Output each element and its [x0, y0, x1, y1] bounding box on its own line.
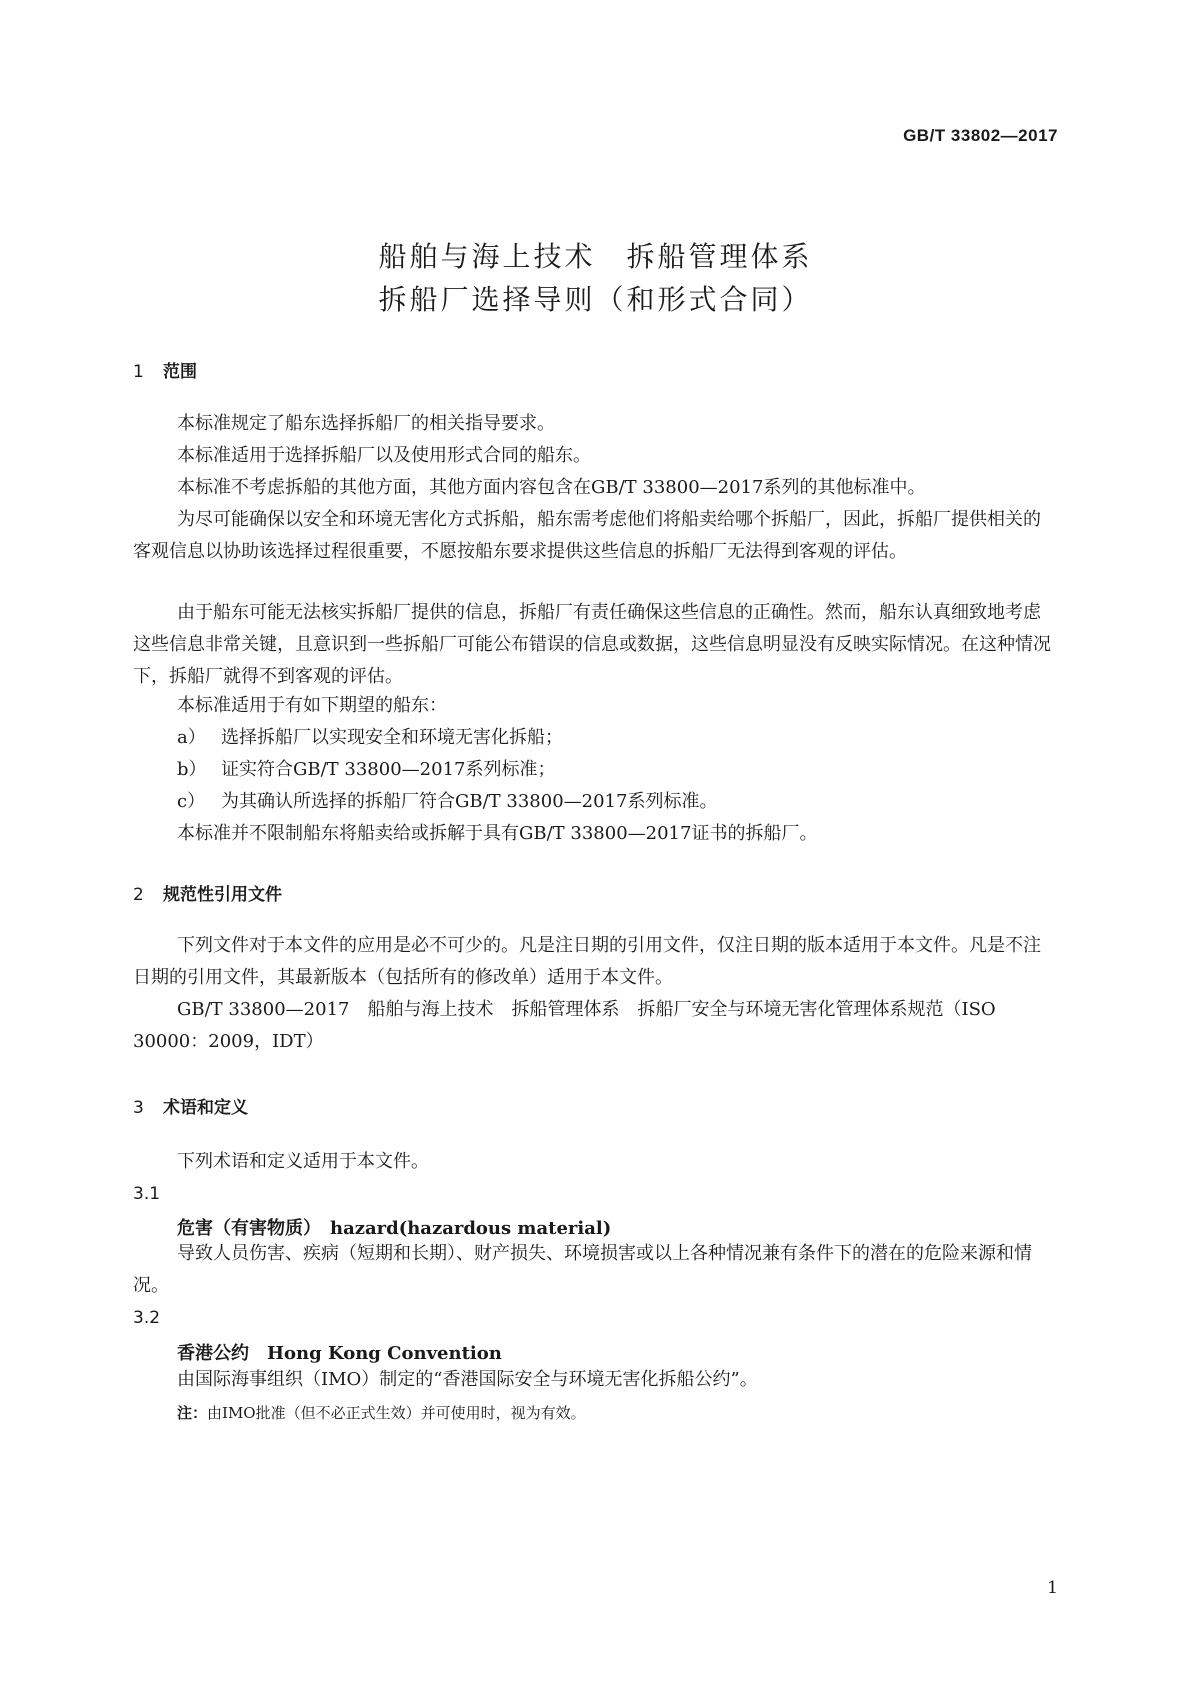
term-number: 3.1 [133, 1184, 161, 1204]
term-name [177, 1339, 502, 1365]
standard-code: GB/T 33802—2017 [903, 126, 1058, 145]
scope-paragraph-4: 为尽可能确保以安全和环境无害化方式拆船，船东需考虑他们将船卖给哪个拆船厂，因此，拆船厂提供相关的客观信息以协助该选择过程很重要，不愿按船东要求提供这些信息的拆船厂无法得到客观的评估。 [133, 509, 1041, 562]
document-title-line-1: 船舶与海上技术 拆船管理体系 [378, 240, 813, 273]
section-heading-terms [133, 1093, 248, 1118]
section-heading-references [133, 880, 282, 905]
references-paragraph-2: GB/T 33800—2017 船舶与海上技术 拆船管理体系 拆船厂安全与环境无害化管理体系规范（ISO 30000：2009，IDT） [133, 999, 996, 1052]
note-label: 注： [177, 1404, 208, 1422]
term-name [177, 1214, 611, 1240]
terms-intro: 下列术语和定义适用于本文件。 [177, 1151, 429, 1172]
section-number: 1 [133, 362, 144, 382]
document-title-line-2: 拆船厂选择导则（和形式合同） [378, 283, 813, 316]
page-number: 1 [1047, 1578, 1058, 1598]
scope-paragraph-5: 由于船东可能无法核实拆船厂提供的信息，拆船厂有责任确保这些信息的正确性。然而，船东认真细致地考虑这些信息非常关键，且意识到一些拆船厂可能公布错误的信息或数据，这些信息明显没有反映实际情况。在这种情况下，拆船厂就得不到客观的评估。 [133, 602, 1051, 687]
scope-paragraph-6: 本标准适用于有如下期望的船东： [177, 695, 447, 716]
list-item-label: b） [177, 759, 207, 780]
term-name-en: hazard(hazardous material) [330, 1218, 612, 1239]
list-item-label: a） [177, 727, 206, 748]
term-name-zh: 危害（有害物质） [177, 1218, 312, 1239]
list-item-text: 为其确认所选择的拆船厂符合GB/T 33800—2017系列标准。 [221, 791, 718, 812]
note [177, 1402, 586, 1423]
scope-paragraph-7: 本标准并不限制船东将船卖给或拆解于具有GB/T 33800—2017证书的拆船厂。 [177, 823, 818, 844]
term-name-en: Hong Kong Convention [267, 1343, 502, 1364]
section-title: 术语和定义 [163, 1098, 248, 1118]
references-paragraph-1: 下列文件对于本文件的应用是必不可少的。凡是注日期的引用文件，仅注日期的版本适用于本文件。凡是不注日期的引用文件，其最新版本（包括所有的修改单）适用于本文件。 [133, 935, 1041, 988]
list-item-text: 证实符合GB/T 33800—2017系列标准； [221, 759, 556, 780]
section-number: 2 [133, 885, 144, 905]
list-item [177, 754, 555, 786]
scope-paragraph-1: 本标准规定了船东选择拆船厂的相关指导要求。 [177, 413, 555, 434]
section-title: 范围 [163, 362, 197, 382]
scope-paragraph-2: 本标准适用于选择拆船厂以及使用形式合同的船东。 [177, 445, 591, 466]
list-item [177, 722, 563, 754]
list-item [177, 786, 717, 818]
list-item-label: c） [177, 791, 206, 812]
section-number: 3 [133, 1098, 144, 1118]
section-title: 规范性引用文件 [163, 885, 282, 905]
term-number: 3.2 [133, 1308, 161, 1328]
term-definition: 导致人员伤害、疾病（短期和长期）、财产损失、环境损害或以上各种情况兼有条件下的潜在的危险来源和情况。 [133, 1243, 1032, 1296]
scope-paragraph-3: 本标准不考虑拆船的其他方面，其他方面内容包含在GB/T 33800—2017系列的其他标准中。 [177, 477, 926, 498]
term-name-zh: 香港公约 [177, 1343, 249, 1364]
term-definition: 由国际海事组织（IMO）制定的“香港国际安全与环境无害化拆船公约”。 [177, 1369, 758, 1390]
list-item-text: 选择拆船厂以实现安全和环境无害化拆船； [221, 727, 563, 748]
section-heading-scope [133, 357, 197, 382]
note-text: 由IMO批准（但不必正式生效）并可使用时，视为有效。 [207, 1404, 586, 1422]
